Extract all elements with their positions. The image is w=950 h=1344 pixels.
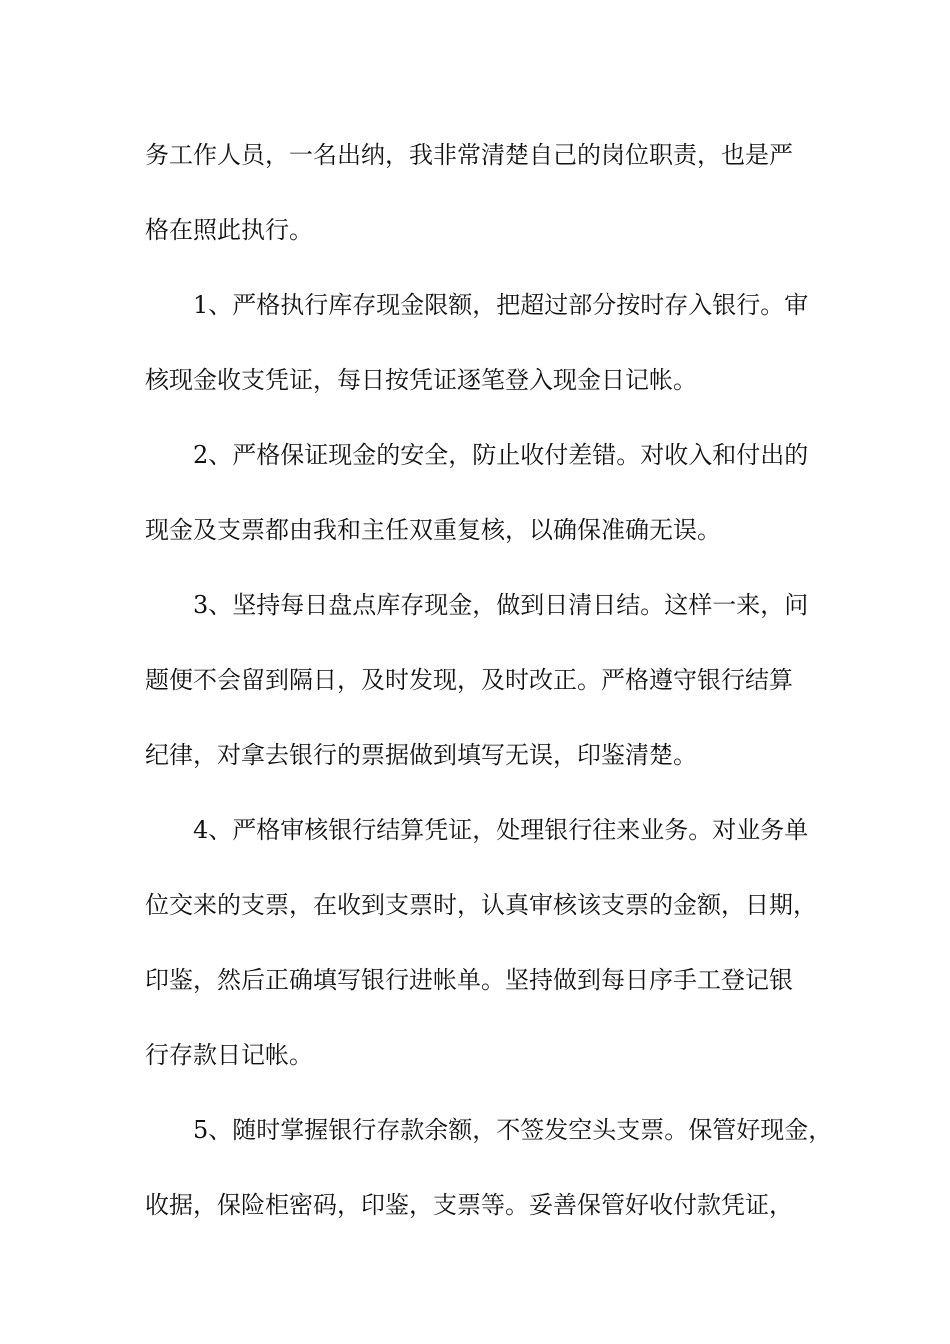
text-line: 题便不会留到隔日，及时发现，及时改正。严格遵守银行结算 (145, 666, 793, 694)
text-line: 位交来的支票，在收到支票时，认真审核该支票的金额，日期， (145, 891, 817, 919)
text-line: 纪律，对拿去银行的票据做到填写无误，印鉴清楚。 (145, 741, 697, 769)
text-line: 行存款日记帐。 (145, 1041, 313, 1069)
document-body (145, 118, 833, 1243)
text-line: 务工作人员，一名出纳，我非常清楚自己的岗位职责，也是严 (145, 141, 793, 169)
text-line: 收据，保险柜密码，印鉴，支票等。妥善保管好收付款凭证， (145, 1191, 793, 1219)
text-line: 核现金收支凭证，每日按凭证逐笔登入现金日记帐。 (145, 366, 697, 394)
text-line: 印鉴，然后正确填写银行进帐单。坚持做到每日序手工登记银 (145, 966, 793, 994)
text-line: 2、严格保证现金的安全，防止收付差错。对收入和付出的 (193, 441, 809, 469)
text-line: 格在照此执行。 (145, 216, 313, 244)
text-line: 3、坚持每日盘点库存现金，做到日清日结。这样一来，问 (193, 591, 809, 619)
text-line: 4、严格审核银行结算凭证，处理银行往来业务。对业务单 (193, 816, 809, 844)
text-line: 5、随时掌握银行存款余额，不签发空头支票。保管好现金， (193, 1116, 833, 1144)
text-line: 现金及支票都由我和主任双重复核，以确保准确无误。 (145, 516, 721, 544)
text-line: 1、严格执行库存现金限额，把超过部分按时存入银行。审 (193, 291, 809, 319)
